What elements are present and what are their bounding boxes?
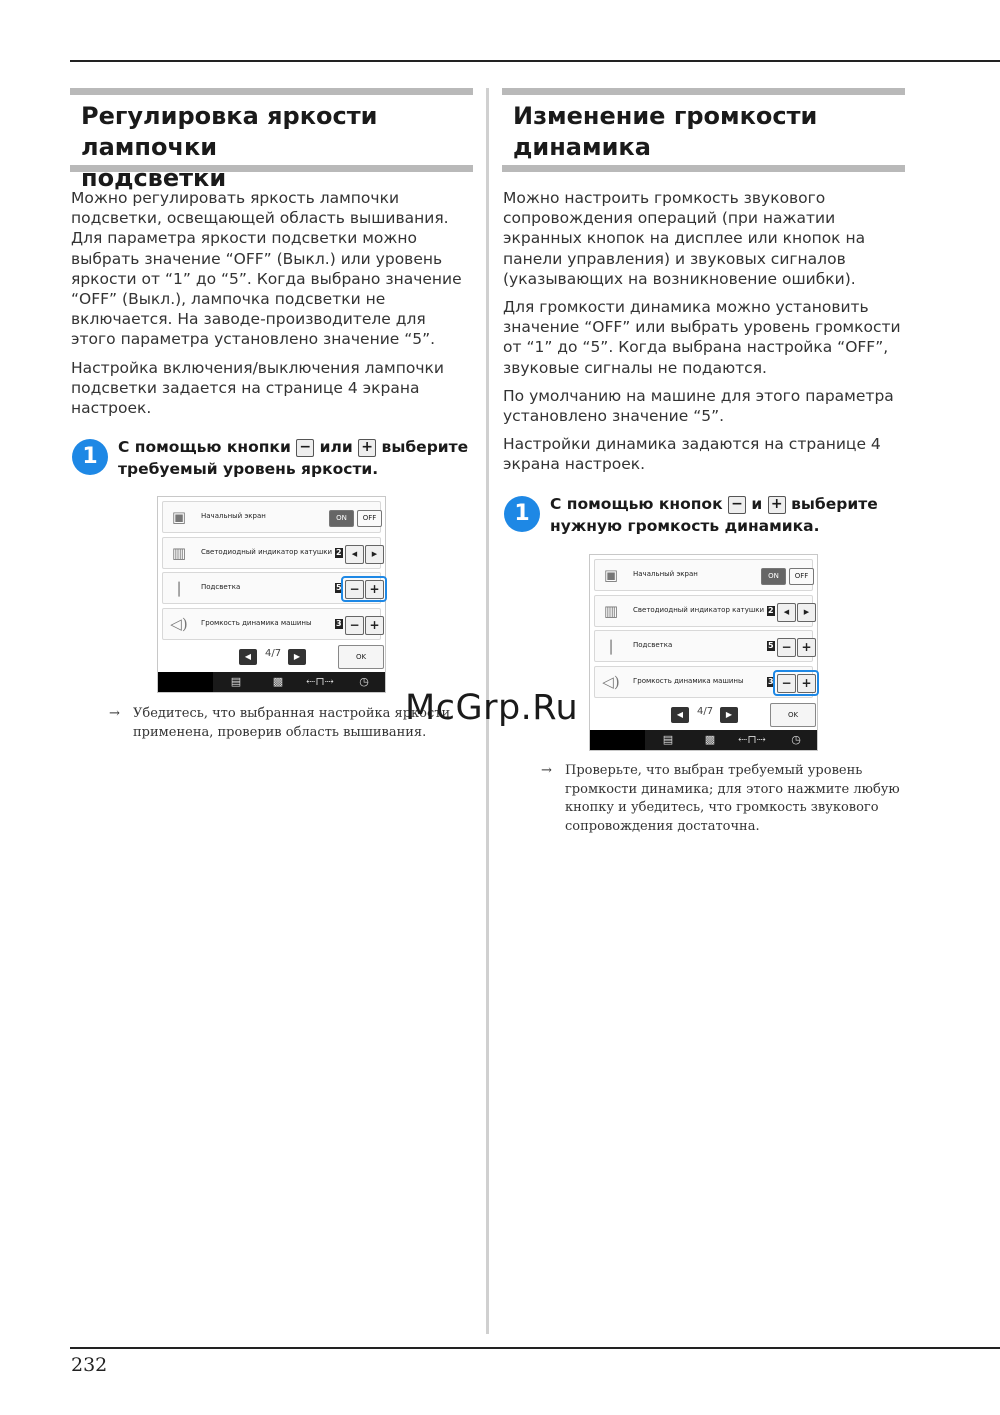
page-icon[interactable]: ▤	[230, 675, 242, 688]
highlight-box	[341, 576, 387, 602]
increase-button[interactable]: ▶	[797, 603, 816, 622]
bobbin-led-icon: ▥	[171, 544, 187, 562]
settings-row-bobbin-led	[162, 537, 381, 569]
arrow-right-icon: →	[109, 706, 120, 721]
paragraph: Можно настроить громкость звукового сопровождения операций (при нажатии экранных кнопок на дисплее или кнопок на панели управления) и звуковых сигналов (указывающих на возникновение ошибки).	[503, 189, 866, 288]
minus-button[interactable]: −	[777, 674, 796, 693]
screen-bottom-bar	[590, 730, 817, 750]
step-text-b: и	[751, 494, 763, 513]
settings-screen-backlight	[157, 496, 386, 693]
row-label: Начальный экран	[633, 570, 698, 578]
result-note-speaker	[541, 762, 900, 836]
decrease-button[interactable]: ◀	[345, 545, 364, 564]
ok-button[interactable]: OK	[338, 645, 384, 669]
screen-bottom-bar	[158, 672, 385, 692]
bottom-bar-dark-segment	[590, 730, 645, 750]
embroidery-icon[interactable]: ▩	[272, 675, 284, 688]
page-navigation	[158, 641, 385, 673]
home-screen-icon: ▣	[603, 566, 619, 584]
paragraph: Настройка включения/выключения лампочки подсветки задается на странице 4 экрана настроек.	[71, 358, 444, 418]
minus-button[interactable]: −	[777, 638, 796, 657]
step-text-a: С помощью кнопки	[118, 438, 291, 457]
numbered-step-icon: 1	[72, 439, 108, 475]
bobbin-led-icon: ▥	[603, 602, 619, 620]
increase-button[interactable]: ▶	[365, 545, 384, 564]
row-label: Громкость динамика машины	[201, 619, 312, 627]
row-label: Подсветка	[633, 641, 673, 649]
embroidery-icon[interactable]: ▩	[704, 733, 716, 746]
row-value: 3	[768, 677, 774, 686]
row-value: 2	[768, 606, 774, 615]
ok-button[interactable]: OK	[770, 703, 816, 727]
prev-page-button[interactable]: ◀	[239, 649, 257, 665]
minus-key-icon: −	[296, 439, 314, 457]
step-text	[118, 436, 473, 480]
left-column	[70, 88, 473, 482]
minus-key-icon: −	[728, 496, 746, 514]
step-1	[502, 493, 905, 539]
row-label: Начальный экран	[201, 512, 266, 520]
speaker-icon: ◁)	[170, 615, 188, 633]
step-text	[550, 493, 905, 537]
off-button[interactable]: OFF	[357, 510, 382, 527]
row-value: 5	[336, 583, 342, 592]
presser-foot-icon[interactable]: ⇠⊓⇢	[738, 733, 766, 746]
paragraph: Для громкости динамика можно установить значение “OFF” или выбрать уровень громкости от “1” до “5”. Когда выбрана настройка “OFF”, звуковые сигналы не подаются.	[503, 298, 901, 377]
step-text-c: выберите требуемый уровень яркости.	[118, 438, 469, 479]
settings-row-speaker	[594, 666, 813, 698]
page-indicator: 4/7	[265, 648, 282, 659]
title-line-2: подсветки	[81, 164, 227, 192]
light-bulb-icon: ❘	[604, 637, 618, 655]
settings-row-home-screen	[162, 501, 381, 533]
minus-button[interactable]: −	[345, 580, 364, 599]
page-indicator: 4/7	[697, 706, 714, 717]
section-title-backlight	[70, 88, 473, 192]
title-line-1: Регулировка яркости лампочки	[81, 102, 378, 161]
on-button[interactable]: ON	[329, 510, 354, 527]
step-text-b: или	[319, 438, 353, 457]
settings-row-bobbin-led	[594, 595, 813, 627]
plus-button[interactable]: +	[797, 674, 816, 693]
minus-button[interactable]: −	[345, 616, 364, 635]
plus-button[interactable]: +	[797, 638, 816, 657]
section-title-speaker	[502, 88, 905, 172]
prev-page-button[interactable]: ◀	[671, 707, 689, 723]
presser-foot-icon[interactable]: ⇠⊓⇢	[306, 675, 334, 688]
home-screen-icon: ▣	[171, 508, 187, 526]
page-number: 232	[71, 1354, 108, 1376]
plus-button[interactable]: +	[365, 616, 384, 635]
settings-row-home-screen	[594, 559, 813, 591]
clock-icon[interactable]: ◷	[359, 675, 369, 688]
arrow-right-icon: →	[541, 763, 552, 778]
off-button[interactable]: OFF	[789, 568, 814, 585]
page-navigation	[590, 699, 817, 731]
settings-screen-speaker	[589, 554, 818, 751]
watermark: McGrp.Ru	[405, 688, 579, 728]
settings-row-backlight	[162, 572, 381, 604]
step-text-c: выберите нужную громкость динамика.	[550, 494, 878, 535]
clock-icon[interactable]: ◷	[791, 733, 801, 746]
decrease-button[interactable]: ◀	[777, 603, 796, 622]
speaker-icon: ◁)	[602, 673, 620, 691]
note-text: Проверьте, что выбран требуемый уровень громкости динамика; для этого нажмите любую кнопку и убедитесь, что громкость звукового сопровождения достаточна.	[565, 763, 900, 834]
bottom-rule	[70, 1347, 1000, 1349]
top-rule	[70, 60, 1000, 62]
on-button[interactable]: ON	[761, 568, 786, 585]
row-value: 5	[768, 641, 774, 650]
right-column	[502, 88, 905, 539]
row-label: Подсветка	[201, 583, 241, 591]
row-label: Светодиодный индикатор катушки	[201, 548, 333, 556]
plus-key-icon: +	[358, 439, 376, 457]
title-line-2: динамика	[513, 133, 651, 161]
paragraph: Можно регулировать яркость лампочки подсветки, освещающей область вышивания. Для параметра яркости подсветки можно выбрать значение “OFF” (Выкл.) или уровень яркости от “1” до “5”. Когда выбрано значение “OFF” (Выкл.), лампочка подсветки не включается. На заводе-производителе для этого параметра установлено значение “5”.	[71, 189, 462, 349]
bottom-bar-dark-segment	[158, 672, 213, 692]
highlight-box	[773, 670, 819, 696]
row-value: 2	[336, 548, 342, 557]
page-icon[interactable]: ▤	[662, 733, 674, 746]
plus-key-icon: +	[768, 496, 786, 514]
settings-row-speaker	[162, 608, 381, 640]
numbered-step-icon: 1	[504, 496, 540, 532]
settings-row-backlight	[594, 630, 813, 662]
plus-button[interactable]: +	[365, 580, 384, 599]
light-bulb-icon: ❘	[172, 579, 186, 597]
row-value: 3	[336, 619, 342, 628]
title-line-1: Изменение громкости	[513, 102, 818, 130]
step-text-a: С помощью кнопок	[550, 494, 723, 513]
next-page-button[interactable]: ▶	[720, 707, 738, 723]
next-page-button[interactable]: ▶	[288, 649, 306, 665]
paragraph: По умолчанию на машине для этого параметра установлено значение “5”.	[503, 386, 894, 426]
step-1	[70, 436, 473, 482]
row-label: Громкость динамика машины	[633, 677, 744, 685]
note-text: Убедитесь, что выбранная настройка яркости применена, проверив область вышивания.	[133, 706, 451, 740]
row-label: Светодиодный индикатор катушки	[633, 606, 765, 614]
paragraph: Настройки динамика задаются на странице 4 экрана настроек.	[503, 435, 881, 474]
